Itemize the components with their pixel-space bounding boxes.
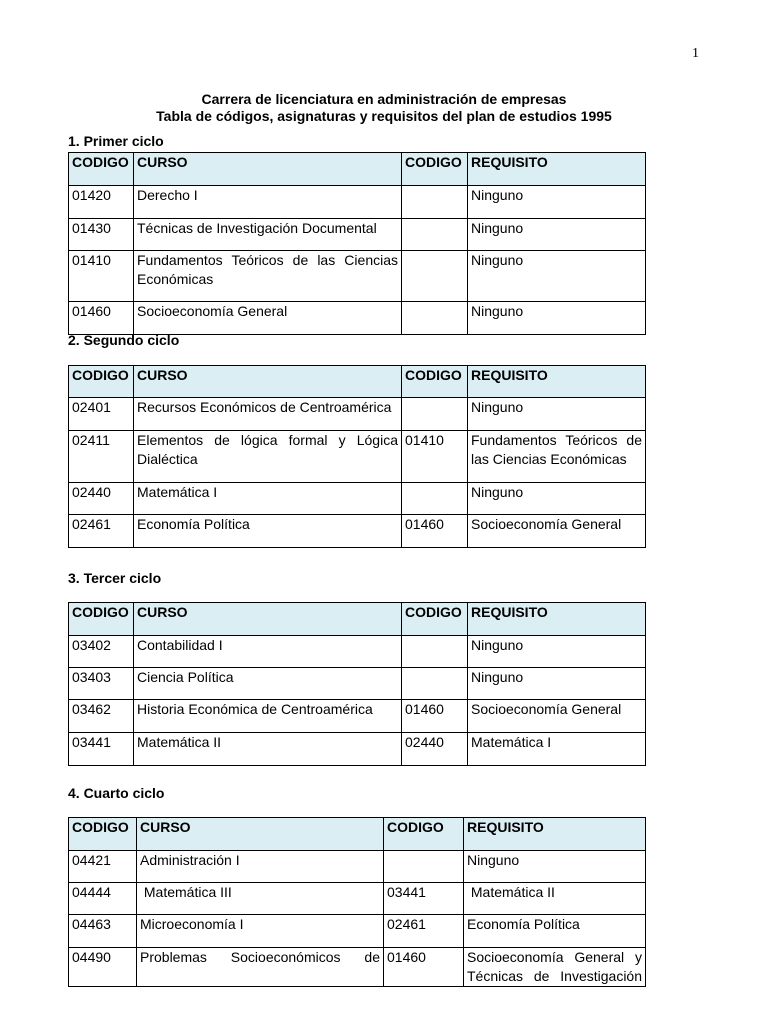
course-name: Historia Económica de Centroamérica [134,700,402,733]
course-code: 04490 [69,948,137,987]
header-course: CURSO [134,603,402,636]
header-course: CURSO [137,818,384,851]
table-header-row [69,818,646,851]
requirement-code [384,851,464,883]
course-code: 01420 [69,186,134,219]
requirement-code [402,398,468,431]
header-req-code: CODIGO [402,153,468,186]
course-name: Economía Política [134,515,402,548]
table-row [69,515,646,548]
requirement-code: 01460 [402,515,468,548]
table-row [69,733,646,766]
header-requirement: REQUISITO [468,603,646,636]
header-code: CODIGO [69,818,137,851]
requirement-code [402,186,468,219]
requirement-name: Ninguno [468,186,646,219]
requirement-name: Ninguno [468,251,646,302]
course-name: Matemática III [137,883,384,915]
requirement-name: Ninguno [464,851,646,883]
course-code: 01410 [69,251,134,302]
requirement-code: 02461 [384,915,464,948]
requirement-name: Socioeconomía General [468,515,646,548]
course-name: Matemática II [134,733,402,766]
header-req-code: CODIGO [402,603,468,636]
course-table [68,817,646,987]
course-code: 02440 [69,483,134,515]
requirement-code: 01410 [402,431,468,483]
requirement-name: Ninguno [468,219,646,251]
section-heading: 1. Primer ciclo [68,133,164,149]
section-heading: 2. Segundo ciclo [68,332,180,348]
course-name: Contabilidad I [134,636,402,668]
requirement-name: Fundamentos Teóricos de las Ciencias Económicas [468,431,646,483]
course-name: Administración I [137,851,384,883]
requirement-name: Ninguno [468,636,646,668]
header-code: CODIGO [69,603,134,636]
requirement-code [402,636,468,668]
course-name: Recursos Económicos de Centroamérica [134,398,402,431]
course-code: 03462 [69,700,134,733]
section-heading: 3. Tercer ciclo [68,570,162,586]
table-row [69,700,646,733]
course-name: Socioeconomía General [134,302,402,335]
document-subtitle: Tabla de códigos, asignaturas y requisitos del plan de estudios 1995 [156,108,612,124]
requirement-name: Ninguno [468,302,646,335]
table-header-row [69,366,646,398]
course-code: 04444 [69,883,137,915]
course-code: 03403 [69,668,134,700]
header-req-code: CODIGO [384,818,464,851]
course-table [68,365,646,548]
table-row [69,251,646,302]
course-name: Microeconomía I [137,915,384,948]
requirement-name: Economía Política [464,915,646,948]
course-name: Derecho I [134,186,402,219]
header-course: CURSO [134,153,402,186]
document-title: Carrera de licenciatura en administración de empresas [201,91,567,107]
course-code: 01430 [69,219,134,251]
requirement-code [402,668,468,700]
header-requirement: REQUISITO [468,366,646,398]
header-code: CODIGO [69,366,134,398]
course-code: 04421 [69,851,137,883]
course-table [68,602,646,766]
table-row [69,948,646,987]
section-heading: 4. Cuarto ciclo [68,785,165,801]
header-req-code: CODIGO [402,366,468,398]
table-row [69,851,646,883]
header-course: CURSO [134,366,402,398]
page-number: 1 [692,46,699,61]
requirement-code [402,302,468,335]
requirement-name: Ninguno [468,483,646,515]
course-name: Elementos de lógica formal y Lógica Dialéctica [134,431,402,483]
header-requirement: REQUISITO [468,153,646,186]
requirement-code: 02440 [402,733,468,766]
course-code: 03441 [69,733,134,766]
table-row [69,668,646,700]
requirement-name: Matemática I [468,733,646,766]
requirement-name: Ninguno [468,398,646,431]
course-code: 02461 [69,515,134,548]
requirement-name: Ninguno [468,668,646,700]
course-code: 01460 [69,302,134,335]
table-row [69,219,646,251]
course-code: 02401 [69,398,134,431]
requirement-code: 01460 [384,948,464,987]
requirement-name: Socioeconomía General y Técnicas de Investigación [464,948,646,987]
course-name: Fundamentos Teóricos de las Ciencias Económicas [134,251,402,302]
table-row [69,915,646,948]
table-row [69,186,646,219]
table-row [69,302,646,335]
requirement-code [402,251,468,302]
course-name: Ciencia Política [134,668,402,700]
table-header-row [69,603,646,636]
course-code: 03402 [69,636,134,668]
table-row [69,431,646,483]
course-code: 04463 [69,915,137,948]
course-name: Problemas Socioeconómicos de [137,948,384,987]
course-table [68,152,646,335]
requirement-code: 01460 [402,700,468,733]
header-requirement: REQUISITO [464,818,646,851]
table-row [69,636,646,668]
requirement-code [402,219,468,251]
table-row [69,483,646,515]
course-code: 02411 [69,431,134,483]
course-name: Técnicas de Investigación Documental [134,219,402,251]
requirement-code: 03441 [384,883,464,915]
course-name: Matemática I [134,483,402,515]
requirement-name: Socioeconomía General [468,700,646,733]
header-code: CODIGO [69,153,134,186]
table-header-row [69,153,646,186]
requirement-code [402,483,468,515]
requirement-name: Matemática II [464,883,646,915]
table-row [69,398,646,431]
table-row [69,883,646,915]
